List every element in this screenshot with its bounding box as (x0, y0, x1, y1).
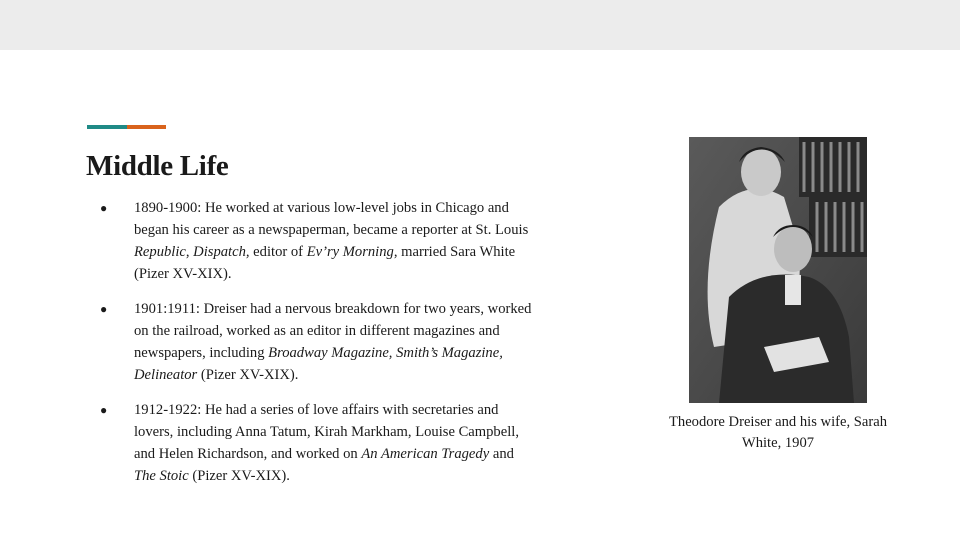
bullet-dot-icon: ● (100, 403, 108, 417)
bullet-item (98, 197, 538, 285)
bullet-item (98, 399, 538, 487)
dreiser-photo (689, 137, 867, 403)
bullet-item (98, 298, 538, 386)
top-band (0, 0, 960, 50)
bullet-dot-icon: ● (100, 201, 108, 215)
accent-orange (127, 125, 166, 129)
slide-title: Middle Life (86, 150, 229, 182)
accent-teal (87, 125, 127, 129)
bullet-text: 1890-1900: He worked at various low-level jobs in Chicago and began his career as a newspaperman, became a reporter at St. Louis Republic, Dispatch, editor of Ev’ry Morning, married Sara White (Pizer XV-XIX). (134, 200, 529, 282)
title-accent-bar (87, 125, 166, 129)
bullet-list (98, 197, 538, 487)
bullet-text: 1901:1911: Dreiser had a nervous breakdown for two years, worked on the railroad, worked as an editor in different magazines and newspapers, including Broadway Magazine, Smith’s Magazine, Delineator (Pizer XV-XIX). (134, 301, 532, 383)
bullet-text: 1912-1922: He had a series of love affairs with secretaries and lovers, including Anna Tatum, Kirah Markham, Louise Campbell, and Helen Richardson, and worked on An American Tragedy and The Stoic (Pizer XV-XIX). (134, 402, 519, 484)
photo-caption: Theodore Dreiser and his wife, Sarah White, 1907 (668, 414, 887, 451)
bullet-dot-icon: ● (100, 302, 108, 316)
